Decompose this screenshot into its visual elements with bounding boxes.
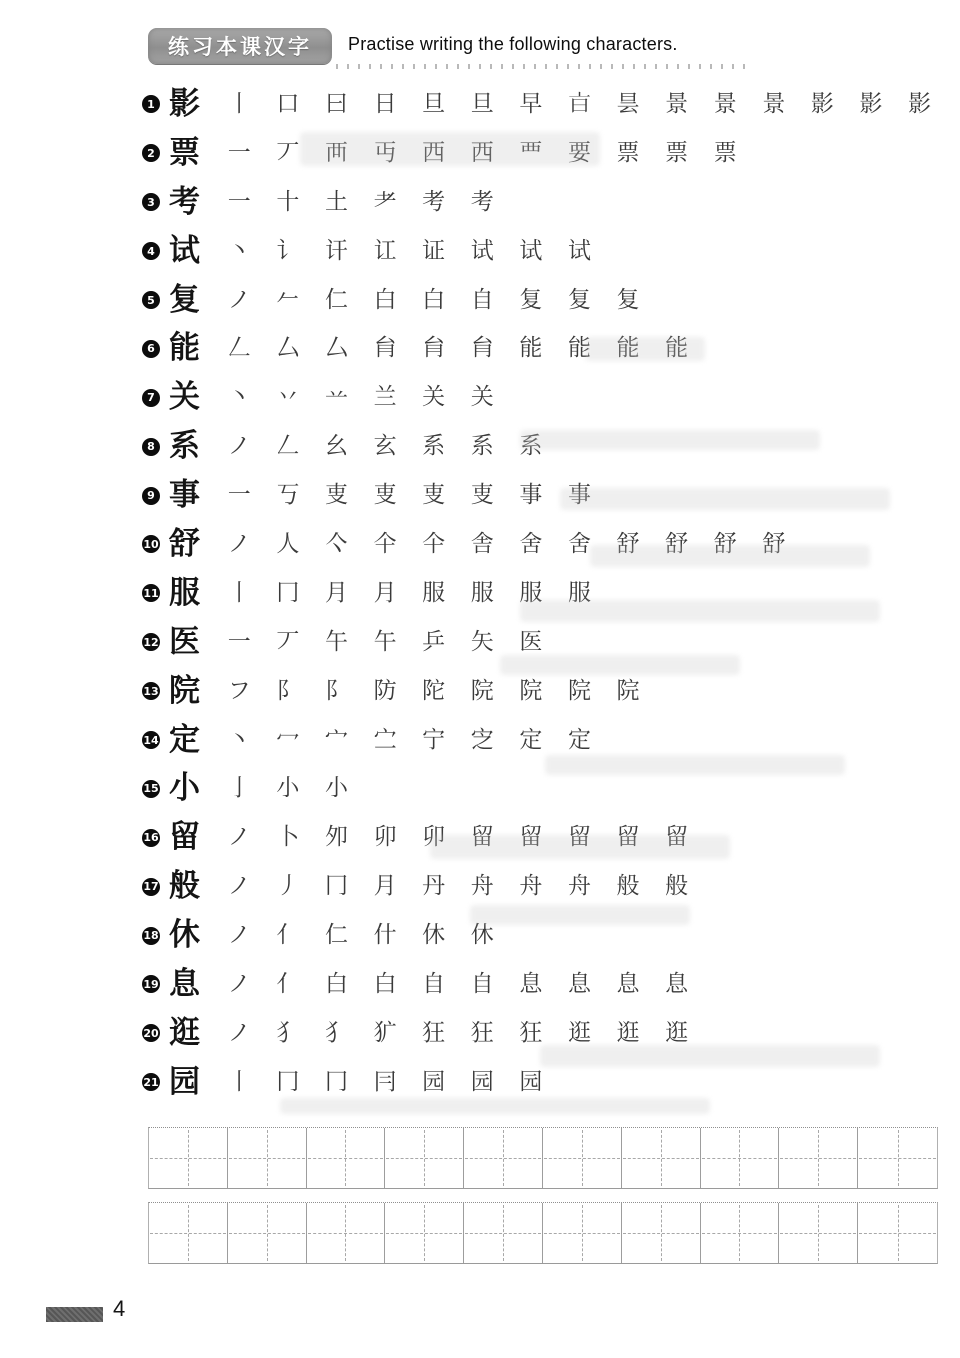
target-character: 般	[169, 868, 200, 905]
practice-cell	[701, 1203, 780, 1263]
stroke-step: ノ	[227, 1019, 251, 1046]
stroke-step: 服	[422, 579, 446, 606]
stroke-row	[142, 569, 942, 618]
stroke-step: 䒑	[324, 384, 348, 411]
stroke-step: 白	[373, 970, 397, 997]
stroke-step: 玄	[373, 433, 397, 460]
row-number-badge: 6	[142, 340, 160, 358]
target-character: 小	[169, 770, 200, 807]
stroke-step: 考	[470, 188, 494, 215]
practice-grid-band	[148, 1202, 938, 1264]
stroke-step: 丆	[276, 139, 300, 166]
stroke-step: ノ	[227, 530, 251, 557]
stroke-step: 逛	[616, 1019, 640, 1046]
stroke-step: 票	[616, 139, 640, 166]
row-number-badge: 12	[142, 633, 160, 651]
stroke-step: 舍	[567, 530, 591, 557]
practice-cell	[622, 1203, 701, 1263]
stroke-step: 服	[567, 579, 591, 606]
stroke-step: 考	[422, 188, 446, 215]
stroke-step: 叓	[470, 482, 494, 509]
stroke-step: 曰	[324, 90, 348, 117]
stroke-steps	[215, 875, 701, 898]
stroke-step: 院	[567, 677, 591, 704]
stroke-step: 试	[567, 237, 591, 264]
stroke-step: 狂	[470, 1019, 494, 1046]
stroke-step: 宀	[324, 726, 348, 753]
stroke-step: ノ	[227, 873, 251, 900]
row-number-badge: 16	[142, 829, 160, 847]
stroke-step: 叓	[373, 482, 397, 509]
stroke-step: 叓	[422, 482, 446, 509]
stroke-steps	[215, 826, 701, 849]
practice-cell	[779, 1128, 858, 1188]
target-character: 舒	[169, 525, 200, 562]
stroke-step: 仁	[324, 922, 348, 949]
stroke-step: 白	[324, 970, 348, 997]
stroke-step: 覀	[519, 139, 543, 166]
stroke-steps	[215, 484, 604, 507]
stroke-step: 舒	[762, 530, 786, 557]
target-character: 试	[169, 232, 200, 269]
stroke-row	[142, 373, 942, 422]
stroke-step: 丨	[227, 90, 251, 117]
stroke-row	[142, 1058, 942, 1107]
stroke-step: 幺	[324, 433, 348, 460]
stroke-step: 自	[422, 970, 446, 997]
stroke-step: 白	[373, 286, 397, 313]
stroke-row	[142, 862, 942, 911]
stroke-step: 服	[470, 579, 494, 606]
stroke-steps	[215, 726, 604, 753]
stroke-step: 能	[567, 335, 591, 362]
stroke-step: 亅	[227, 775, 251, 802]
stroke-step: 留	[616, 824, 640, 851]
row-number-badge: 8	[142, 438, 160, 456]
stroke-step: 䏍	[470, 335, 494, 362]
stroke-step: 旦	[422, 90, 446, 117]
stroke-step: 院	[519, 677, 543, 704]
target-character: 休	[169, 917, 200, 954]
row-number-badge: 11	[142, 584, 160, 602]
stroke-step: 丶	[227, 237, 251, 264]
dotted-rule	[336, 64, 748, 69]
stroke-step: 事	[519, 482, 543, 509]
stroke-step: 䏍	[373, 335, 397, 362]
stroke-step: 一	[227, 139, 251, 166]
stroke-step: 兰	[373, 384, 397, 411]
stroke-row	[142, 618, 942, 667]
row-number-badge: 18	[142, 927, 160, 945]
stroke-step: 讧	[373, 237, 397, 264]
stroke-step: 西	[422, 139, 446, 166]
stroke-steps	[215, 90, 944, 117]
practice-writing-grid	[148, 1127, 938, 1277]
stroke-step: 舟	[470, 873, 494, 900]
stroke-step: 土	[324, 188, 348, 215]
stroke-step: 阝	[276, 677, 300, 704]
stroke-steps	[215, 1019, 701, 1046]
stroke-step: 十	[276, 188, 300, 215]
stroke-step: ノ	[227, 433, 251, 460]
stroke-step: 服	[519, 579, 543, 606]
stroke-step: 仐	[373, 530, 397, 557]
practice-cell	[149, 1128, 228, 1188]
stroke-step: 襾	[324, 139, 348, 166]
stroke-step: 留	[470, 824, 494, 851]
row-number-badge: 13	[142, 682, 160, 700]
stroke-step: 试	[519, 237, 543, 264]
stroke-step: 犷	[373, 1019, 397, 1046]
practice-cell	[464, 1203, 543, 1263]
stroke-step: 舎	[470, 530, 494, 557]
stroke-row	[142, 764, 942, 813]
row-number-badge: 19	[142, 975, 160, 993]
stroke-step: 景	[665, 90, 689, 117]
row-number-badge: 1	[142, 95, 160, 113]
stroke-step: 厶	[276, 335, 300, 362]
row-number-badge: 14	[142, 731, 160, 749]
target-character: 逛	[169, 1014, 200, 1051]
stroke-step: 系	[470, 433, 494, 460]
stroke-step: 䏍	[422, 335, 446, 362]
stroke-step: 丂	[276, 482, 300, 509]
stroke-step: 定	[567, 726, 591, 753]
stroke-step: 系	[519, 433, 543, 460]
stroke-steps	[215, 677, 652, 704]
stroke-step: 阝	[324, 677, 348, 704]
stroke-step: 复	[519, 286, 543, 313]
stroke-step: ノ	[227, 824, 251, 851]
stroke-steps	[215, 530, 798, 557]
target-character: 影	[169, 85, 200, 122]
practice-cell	[543, 1128, 622, 1188]
stroke-row	[142, 129, 942, 178]
stroke-step: 能	[665, 335, 689, 362]
stroke-step: 园	[422, 1068, 446, 1095]
stroke-steps	[215, 777, 361, 800]
stroke-steps	[215, 386, 507, 409]
stroke-step: 昙	[616, 90, 640, 117]
stroke-step: 人	[276, 530, 300, 557]
target-character: 系	[169, 428, 200, 465]
stroke-step: 狂	[519, 1019, 543, 1046]
stroke-step: 犭	[276, 1019, 300, 1046]
stroke-steps	[215, 435, 555, 458]
stroke-step: 园	[470, 1068, 494, 1095]
practice-cell	[858, 1128, 937, 1188]
stroke-step: 自	[470, 286, 494, 313]
stroke-step: 影	[908, 90, 932, 117]
row-number-badge: 15	[142, 780, 160, 798]
stroke-step: 一	[227, 188, 251, 215]
stroke-step: 影	[810, 90, 834, 117]
stroke-step: 一	[227, 482, 251, 509]
stroke-step: 舟	[519, 873, 543, 900]
stroke-step: 𠃋	[227, 335, 251, 362]
stroke-step: 耂	[373, 188, 397, 215]
stroke-step: 宁	[422, 726, 446, 753]
stroke-step: 口	[276, 90, 300, 117]
target-character: 院	[169, 672, 200, 709]
stroke-step: 午	[324, 628, 348, 655]
practice-cell	[543, 1203, 622, 1263]
stroke-step: 景	[713, 90, 737, 117]
row-number-badge: 17	[142, 878, 160, 896]
practice-cell	[228, 1128, 307, 1188]
stroke-row	[142, 324, 942, 373]
stroke-step: 丨	[227, 1068, 251, 1095]
target-character: 能	[169, 330, 200, 367]
stroke-step: 息	[567, 970, 591, 997]
stroke-row	[142, 716, 942, 765]
stroke-step: 舟	[567, 873, 591, 900]
stroke-step: 逛	[567, 1019, 591, 1046]
stroke-step: 要	[567, 139, 591, 166]
stroke-step: 般	[616, 873, 640, 900]
stroke-step: 关	[422, 384, 446, 411]
stroke-row	[142, 227, 942, 276]
practice-cell	[307, 1203, 386, 1263]
stroke-row	[142, 520, 942, 569]
row-number-badge: 10	[142, 535, 160, 553]
stroke-step: 丆	[276, 628, 300, 655]
stroke-step: 留	[665, 824, 689, 851]
stroke-step: 一	[227, 628, 251, 655]
stroke-step: 乒	[422, 628, 446, 655]
stroke-step: 丶	[227, 726, 251, 753]
stroke-step: 𣅀	[567, 90, 591, 117]
stroke-step: 仁	[324, 286, 348, 313]
target-character: 息	[169, 965, 200, 1002]
stroke-step: 能	[616, 335, 640, 362]
stroke-step: 狂	[422, 1019, 446, 1046]
stroke-step: 𠃋	[276, 433, 300, 460]
stroke-step: 厶	[324, 335, 348, 362]
page-header	[148, 26, 788, 74]
stroke-step: 逛	[665, 1019, 689, 1046]
stroke-step: フ	[227, 677, 251, 704]
stroke-step: 景	[762, 90, 786, 117]
stroke-step: 防	[373, 677, 397, 704]
stroke-step: 丹	[422, 873, 446, 900]
stroke-step: 𠂉	[276, 286, 300, 313]
stroke-step: 讦	[324, 237, 348, 264]
stroke-row	[142, 276, 942, 325]
stroke-step: 讠	[276, 237, 300, 264]
row-number-badge: 21	[142, 1073, 160, 1091]
stroke-order-list	[142, 80, 942, 1107]
stroke-step: 午	[373, 628, 397, 655]
stroke-steps	[215, 286, 652, 313]
stroke-step: 㝉	[373, 726, 397, 753]
target-character: 园	[169, 1063, 200, 1100]
practice-cell	[228, 1203, 307, 1263]
stroke-step: ノ	[227, 970, 251, 997]
stroke-step: 舒	[616, 530, 640, 557]
stroke-row	[142, 667, 942, 716]
stroke-step: 息	[519, 970, 543, 997]
practice-cell	[385, 1128, 464, 1188]
stroke-step: 休	[470, 922, 494, 949]
row-number-badge: 2	[142, 144, 160, 162]
stroke-step: 犭	[324, 1019, 348, 1046]
stroke-row	[142, 1009, 942, 1058]
stroke-step: 院	[470, 677, 494, 704]
target-character: 事	[169, 477, 200, 514]
stroke-row	[142, 422, 942, 471]
stroke-step: 冂	[276, 1068, 300, 1095]
target-character: 定	[169, 721, 200, 758]
stroke-step: 陀	[422, 677, 446, 704]
header-instruction: Practise writing the following characters.	[348, 34, 678, 54]
stroke-step: 冃	[373, 1068, 397, 1095]
stroke-step: 小	[276, 775, 300, 802]
stroke-step: 关	[470, 384, 494, 411]
target-character: 医	[169, 623, 200, 660]
stroke-row	[142, 813, 942, 862]
stroke-step: 留	[567, 824, 591, 851]
stroke-row	[142, 471, 942, 520]
stroke-step: 月	[373, 579, 397, 606]
practice-cell	[385, 1203, 464, 1263]
stroke-steps	[215, 337, 701, 360]
row-number-badge: 3	[142, 193, 160, 211]
stroke-steps	[215, 970, 701, 997]
stroke-step: 般	[665, 873, 689, 900]
stroke-step: 舒	[665, 530, 689, 557]
stroke-step: 月	[373, 873, 397, 900]
stroke-step: 仐	[422, 530, 446, 557]
stroke-step: 系	[422, 433, 446, 460]
stroke-step: 定	[519, 726, 543, 753]
practice-cell	[307, 1128, 386, 1188]
stroke-step: 能	[519, 335, 543, 362]
stroke-step: 复	[616, 286, 640, 313]
target-character: 关	[169, 379, 200, 416]
stroke-step: 丷	[276, 384, 300, 411]
stroke-step: 舍	[519, 530, 543, 557]
lesson-badge: 练习本课汉字	[148, 28, 332, 64]
row-number-badge: 5	[142, 291, 160, 309]
stroke-step: 冂	[324, 1068, 348, 1095]
stroke-step: 冂	[276, 579, 300, 606]
stroke-step: 日	[373, 90, 397, 117]
stroke-step: 影	[859, 90, 883, 117]
stroke-step: 试	[470, 237, 494, 264]
stroke-step: 白	[422, 286, 446, 313]
stroke-step: 休	[422, 922, 446, 949]
stroke-step: 留	[519, 824, 543, 851]
stroke-row	[142, 178, 942, 227]
stroke-steps	[215, 237, 604, 264]
target-character: 复	[169, 281, 200, 318]
stroke-step: 亻	[276, 970, 300, 997]
stroke-step: 自	[470, 970, 494, 997]
stroke-step: 卯	[373, 824, 397, 851]
stroke-step: 园	[519, 1068, 543, 1095]
footer-ink-bar	[46, 1307, 103, 1322]
stroke-step: 亻	[276, 922, 300, 949]
stroke-step: 什	[373, 922, 397, 949]
stroke-step: 票	[713, 139, 737, 166]
stroke-step: 早	[519, 90, 543, 117]
stroke-step: ノ	[227, 922, 251, 949]
practice-cell	[858, 1203, 937, 1263]
stroke-step: 丿	[276, 873, 300, 900]
stroke-step: 事	[567, 482, 591, 509]
practice-cell	[149, 1203, 228, 1263]
practice-cell	[779, 1203, 858, 1263]
stroke-step: 息	[616, 970, 640, 997]
stroke-step: 西	[470, 139, 494, 166]
stroke-step: 医	[519, 628, 543, 655]
stroke-step: 卜	[276, 824, 300, 851]
stroke-step: 亽	[324, 530, 348, 557]
row-number-badge: 20	[142, 1024, 160, 1042]
stroke-row	[142, 911, 942, 960]
stroke-row	[142, 80, 942, 129]
stroke-step: 票	[665, 139, 689, 166]
practice-cell	[701, 1128, 780, 1188]
stroke-step: 叓	[324, 482, 348, 509]
stroke-step: 小	[324, 775, 348, 802]
target-character: 考	[169, 183, 200, 220]
stroke-step: 丨	[227, 579, 251, 606]
stroke-step: 丶	[227, 384, 251, 411]
stroke-step: 丏	[373, 139, 397, 166]
row-number-badge: 4	[142, 242, 160, 260]
page-number: 4	[113, 1296, 126, 1321]
practice-cell	[622, 1128, 701, 1188]
stroke-steps	[215, 579, 604, 606]
stroke-step: 冂	[324, 873, 348, 900]
stroke-step: 月	[324, 579, 348, 606]
stroke-step: 息	[665, 970, 689, 997]
target-character: 服	[169, 574, 200, 611]
stroke-step: 旦	[470, 90, 494, 117]
stroke-steps	[215, 924, 507, 947]
practice-grid-band	[148, 1127, 938, 1189]
stroke-steps	[215, 1068, 555, 1095]
stroke-steps	[215, 188, 507, 215]
row-number-badge: 9	[142, 487, 160, 505]
stroke-row	[142, 960, 942, 1009]
target-character: 留	[169, 819, 200, 856]
stroke-steps	[215, 628, 555, 655]
stroke-step: 证	[422, 237, 446, 264]
practice-cell	[464, 1128, 543, 1188]
stroke-step: 舒	[713, 530, 737, 557]
stroke-step: ノ	[227, 286, 251, 313]
stroke-steps	[215, 139, 750, 166]
stroke-step: 㝎	[470, 726, 494, 753]
stroke-step: 矢	[470, 628, 494, 655]
target-character: 票	[169, 134, 200, 171]
stroke-step: 复	[567, 286, 591, 313]
row-number-badge: 7	[142, 389, 160, 407]
stroke-step: 冖	[276, 726, 300, 753]
stroke-step: 卯	[422, 824, 446, 851]
stroke-step: 夘	[324, 824, 348, 851]
stroke-step: 院	[616, 677, 640, 704]
